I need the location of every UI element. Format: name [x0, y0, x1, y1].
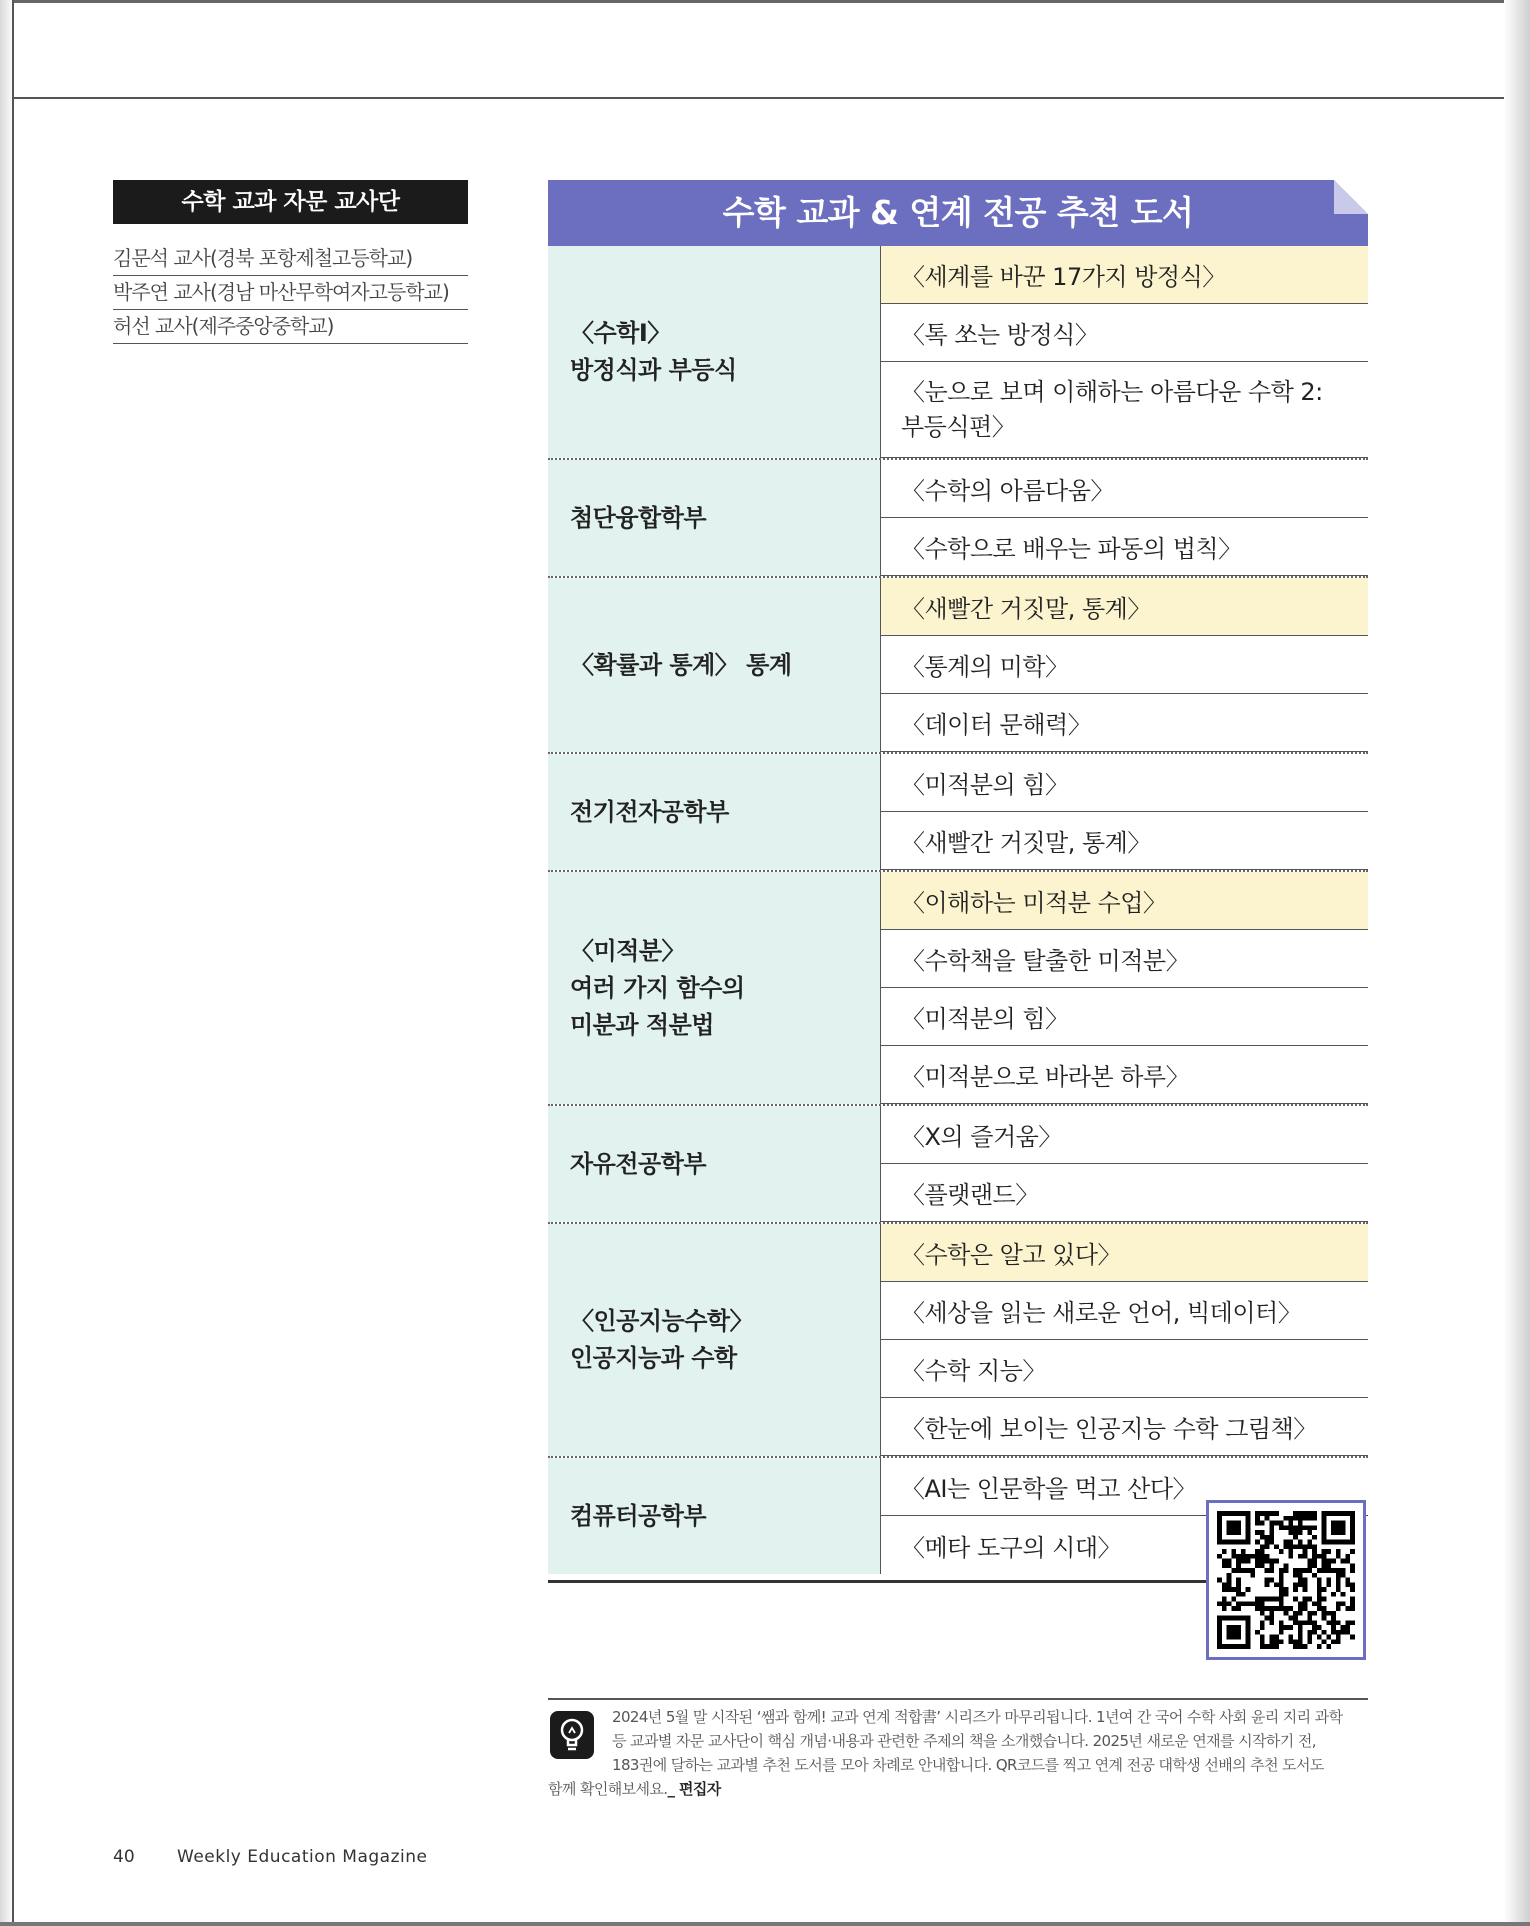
- subject-label: 〈인공지능수학〉 인공지능과 수학: [570, 1307, 754, 1372]
- table-header: [548, 180, 1368, 246]
- page-fold-icon: [1334, 180, 1368, 214]
- subject-group: [548, 870, 1368, 1104]
- book-list: [880, 872, 1368, 1104]
- subject-label: 〈확률과 통계〉 통계: [570, 650, 792, 679]
- page-edge-left: [0, 0, 14, 1926]
- subject-group: [548, 576, 1368, 752]
- book-title: 〈수학 지능〉: [881, 1340, 1368, 1398]
- note-signature: _ 편집자: [667, 1780, 721, 1798]
- book-title: 〈AI는 인문학을 먹고 산다〉: [881, 1458, 1368, 1516]
- subject-group: [548, 458, 1368, 576]
- table-bottom-rule: [548, 1580, 1206, 1583]
- table-title: 수학 교과 & 연계 전공 추천 도서: [722, 193, 1194, 232]
- book-title: 〈한눈에 보이는 인공지능 수학 그림책〉: [881, 1398, 1368, 1456]
- book-title: 〈미적분의 힘〉: [881, 754, 1368, 812]
- book-title: 〈세상을 읽는 새로운 언어, 빅데이터〉: [881, 1282, 1368, 1340]
- subject-cell: [548, 460, 880, 576]
- book-title: 〈미적분의 힘〉: [881, 988, 1368, 1046]
- advisory-teachers-title: 수학 교과 자문 교사단: [113, 180, 468, 224]
- subject-cell: [548, 754, 880, 870]
- book-list: [880, 246, 1368, 458]
- page-edge-bottom: [0, 1922, 1530, 1926]
- book-list: [880, 1224, 1368, 1456]
- book-list: [880, 460, 1368, 576]
- note-rule: [548, 1698, 1368, 1700]
- teacher-item: 박주연 교사(경남 마산무학여자고등학교): [113, 276, 468, 310]
- subject-group: [548, 1222, 1368, 1456]
- subject-label: 자유전공학부: [570, 1149, 707, 1178]
- book-title: 〈미적분으로 바라본 하루〉: [881, 1046, 1368, 1104]
- book-title: 〈플랫랜드〉: [881, 1164, 1368, 1222]
- page-edge-top: [0, 0, 1530, 3]
- subject-cell: [548, 1458, 880, 1574]
- subject-label: 전기전자공학부: [570, 797, 729, 826]
- subject-label: 첨단융합학부: [570, 503, 707, 532]
- book-title: 〈수학의 아름다움〉: [881, 460, 1368, 518]
- book-title: 〈메타 도구의 시대〉: [901, 1533, 1122, 1562]
- book-title: 〈수학은 알고 있다〉: [881, 1224, 1368, 1282]
- header-rule: [14, 97, 1504, 99]
- page-edge-right: [1504, 0, 1530, 1926]
- qr-code[interactable]: [1206, 1500, 1366, 1660]
- advisory-teachers-box: [113, 180, 468, 344]
- teacher-item: 김문석 교사(경북 포항제철고등학교): [113, 242, 468, 276]
- subject-cell: [548, 246, 880, 458]
- book-title: 〈톡 쏘는 방정식〉: [881, 304, 1368, 362]
- recommended-books-table: [548, 180, 1368, 1574]
- book-title: 〈눈으로 보며 이해하는 아름다운 수학 2: 부등식편〉: [881, 362, 1368, 458]
- magazine-name: Weekly Education Magazine: [177, 1847, 428, 1867]
- subject-label: 컴퓨터공학부: [570, 1501, 707, 1530]
- subject-cell: [548, 1106, 880, 1222]
- subject-label: 〈미적분〉 여러 가지 함수의 미분과 적분법: [570, 936, 745, 1039]
- book-title: 〈이해하는 미적분 수업〉: [881, 872, 1368, 930]
- book-title: 〈데이터 문해력〉: [881, 694, 1368, 752]
- book-title: 〈수학으로 배우는 파동의 법칙〉: [881, 518, 1368, 576]
- book-title: 〈세계를 바꾼 17가지 방정식〉: [881, 246, 1368, 304]
- note-line: 함께 확인해보세요.: [548, 1780, 668, 1798]
- subject-cell: [548, 872, 880, 1104]
- book-list: [880, 578, 1368, 752]
- table-body: [548, 246, 1368, 1574]
- subject-cell: [548, 578, 880, 752]
- teacher-item: 허선 교사(제주중앙중학교): [113, 310, 468, 344]
- note-line: 183권에 달하는 교과별 추천 도서를 모아 차례로 안내합니다. QR코드를 찍고 연계 전공 대학생 선배의 추천 도서도: [612, 1756, 1324, 1774]
- subject-label: 〈수학Ⅰ〉 방정식과 부등식: [570, 319, 737, 384]
- subject-group: [548, 752, 1368, 870]
- subject-group: [548, 1104, 1368, 1222]
- subject-group: [548, 246, 1368, 458]
- editor-note: [548, 1705, 1368, 1801]
- book-list: [880, 1106, 1368, 1222]
- book-title: 〈X의 즐거움〉: [881, 1106, 1368, 1164]
- note-line: 2024년 5월 말 시작된 ‘쌤과 함께! 교과 연계 적합書’ 시리즈가 마무리됩니다. 1년여 간 국어 수학 사회 윤리 지리 과학: [612, 1708, 1343, 1726]
- page-number: 40: [113, 1847, 135, 1867]
- book-title: 〈수학책을 탈출한 미적분〉: [881, 930, 1368, 988]
- note-line: 등 교과별 자문 교사단이 핵심 개념·내용과 관련한 주제의 책을 소개했습니다. 2025년 새로운 연재를 시작하기 전,: [612, 1732, 1316, 1750]
- qr-code-icon: [1217, 1511, 1355, 1649]
- book-title: 〈통계의 미학〉: [881, 636, 1368, 694]
- book-title: 〈새빨간 거짓말, 통계〉: [881, 812, 1368, 870]
- book-list: [880, 754, 1368, 870]
- note-text: [548, 1705, 1368, 1801]
- book-title: 〈새빨간 거짓말, 통계〉: [881, 578, 1368, 636]
- subject-cell: [548, 1224, 880, 1456]
- advisory-teachers-list: [113, 242, 468, 344]
- lightbulb-icon: [550, 1711, 594, 1759]
